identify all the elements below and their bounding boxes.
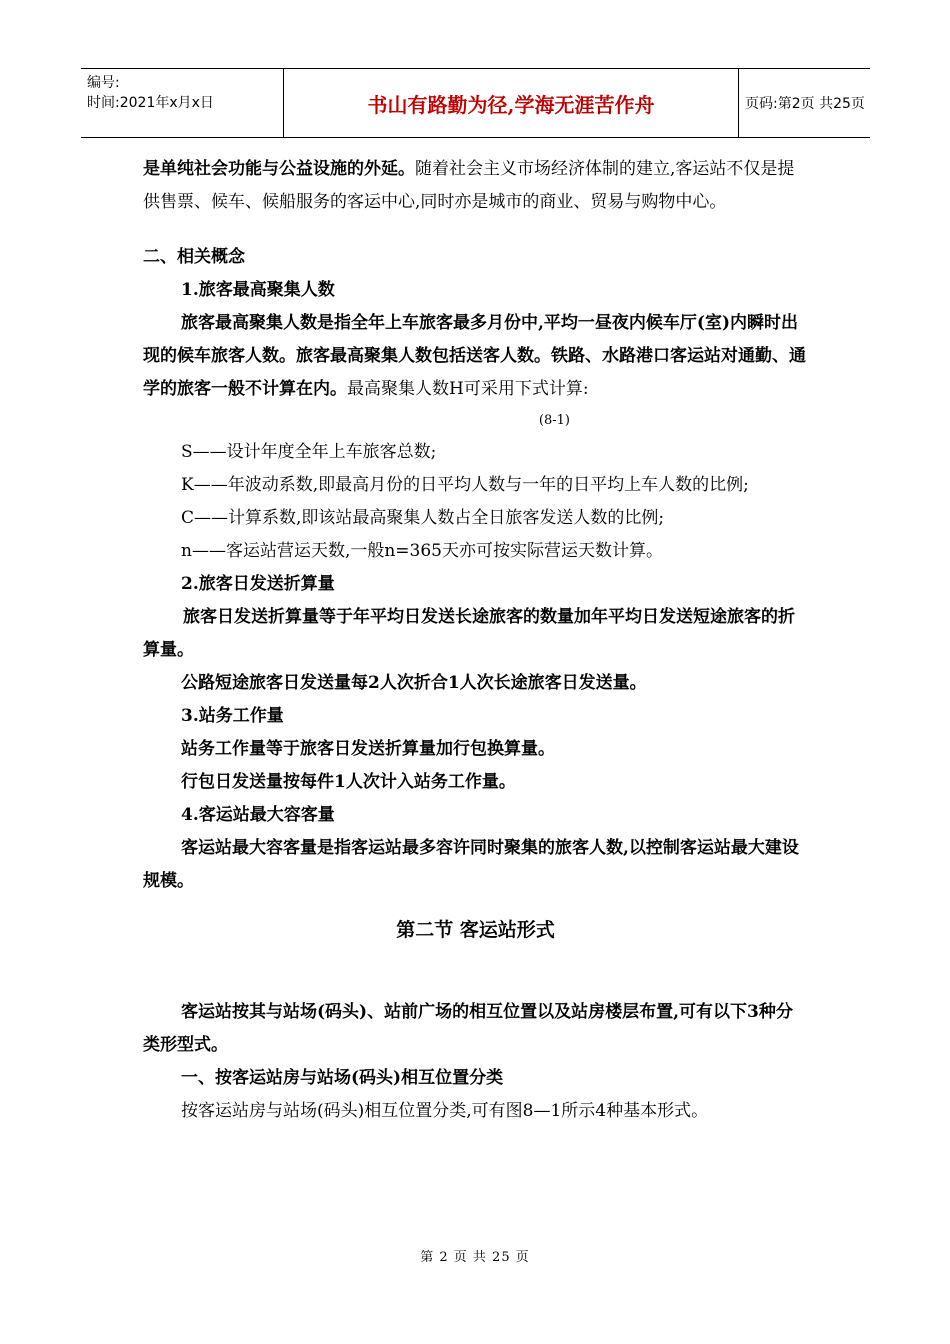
- section-intro: 客运站按其与站场(码头)、站前广场的相互位置以及站房楼层布置,可有以下3种分类形型式。: [143, 1002, 793, 1055]
- header-motto: 书山有路勤为径,学海无涯苦作舟: [283, 69, 739, 137]
- definition-s: S——设计年度全年上车旅客总数;: [181, 442, 437, 462]
- header-meta: [81, 69, 283, 137]
- document-number-label: 编号:: [87, 75, 120, 91]
- item4-paragraph: 客运站最大容客量是指客运站最多容许同时聚集的旅客人数,以控制客运站最大建设规模。: [143, 838, 799, 891]
- heading-concepts: 二、相关概念: [143, 247, 245, 267]
- header-page-info: 页码:第2页 共25页: [745, 96, 865, 112]
- spacer: [143, 219, 808, 241]
- intro-paragraph: [143, 153, 808, 219]
- document-date: 时间:2021年x月x日: [87, 95, 214, 111]
- item3-note: 行包日发送量按每件1人次计入站务工作量。: [181, 772, 516, 792]
- subsection1-title: 一、按客运站房与站场(码头)相互位置分类: [181, 1068, 504, 1088]
- item1-paragraph: [143, 307, 808, 406]
- document-body: [143, 153, 808, 1128]
- subsection1-text: 按客运站房与站场(码头)相互位置分类,可有图8—1所示4种基本形式。: [181, 1101, 709, 1121]
- item4-title: 4.客运站最大容客量: [181, 805, 335, 825]
- item2-note: 公路短途旅客日发送量每2人次折合1人次长途旅客日发送量。: [181, 673, 647, 693]
- item3-paragraph: 站务工作量等于旅客日发送折算量加行包换算量。: [181, 739, 555, 759]
- item1-text: 最高聚集人数H可采用下式计算:: [347, 379, 589, 399]
- definition-c: C——计算系数,即该站最高聚集人数占全日旅客发送人数的比例;: [181, 508, 665, 528]
- item2-title: 2.旅客日发送折算量: [181, 574, 335, 594]
- definition-n: n——客运站营运天数,一般n=365天亦可按实际营运天数计算。: [181, 541, 663, 561]
- intro-bold-text: 是单纯社会功能与公益设施的外延。: [143, 159, 415, 179]
- item3-title: 3.站务工作量: [181, 706, 284, 726]
- definition-k: K——年波动系数,即最高月份的日平均人数与一年的日平均上车人数的比例;: [181, 475, 749, 495]
- item1-bold-text: 旅客最高聚集人数是指全年上车旅客最多月份中,平均一昼夜内候车厅(室)内瞬时出现的候车旅客人数。旅客最高聚集人数包括送客人数。铁路、水路港口客运站对通勤、通学的旅客一般不计算在内。: [143, 313, 806, 399]
- page-header: [81, 68, 870, 138]
- page-footer: 第 2 页 共 25 页: [420, 1250, 530, 1265]
- intro-text: 随着社会主义市场经济体制的建立,客运站不仅是提供售票、候车、候船服务的客运中心,同时亦是城市的商业、贸易与购物中心。: [143, 159, 795, 212]
- section-title: 第二节 客运站形式: [396, 919, 555, 941]
- item1-title: 1.旅客最高聚集人数: [181, 280, 335, 300]
- item2-paragraph: 旅客日发送折算量等于年平均日发送长途旅客的数量加年平均日发送短途旅客的折算量。: [143, 607, 795, 660]
- formula-number: (8-1): [538, 413, 570, 428]
